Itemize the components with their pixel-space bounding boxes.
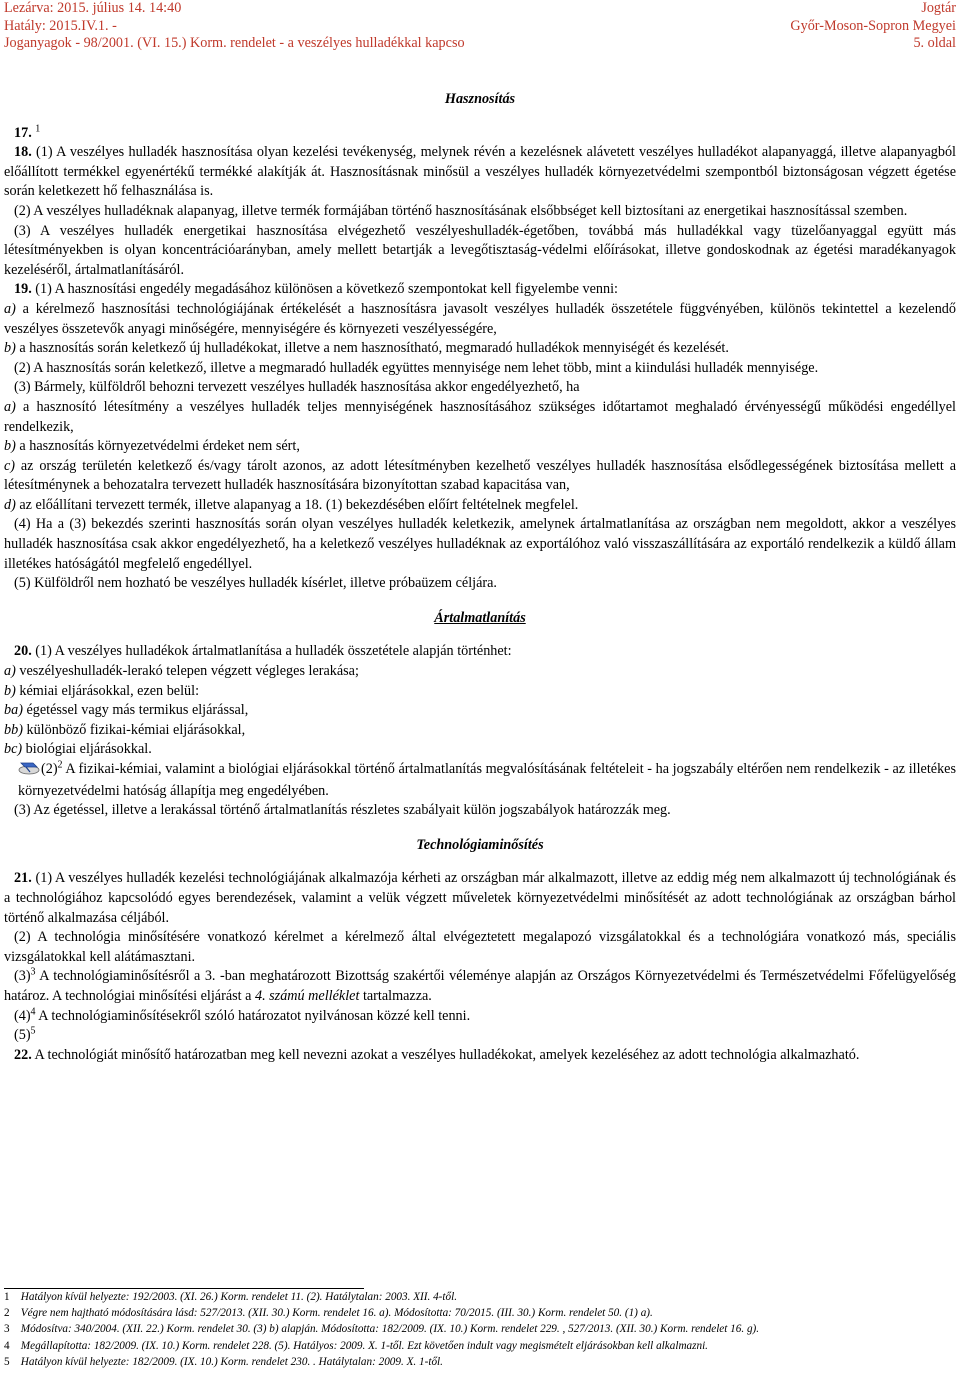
footnote-4 [4, 1338, 956, 1354]
point-text: az ország területén keletkező és/vagy tárolt azonos, az adott létesítményben kezelhető veszélyes hulladék hasznosítása elsődlegességének biztosítása mellett a létesítménynek a behozatalra tervezett hulladék hasznosítására bizonyítottan szabad kapacitása van, [4, 457, 956, 494]
footnote-number: 5 [4, 1355, 10, 1368]
point-text: a hasznosítás környezetvédelmi érdeket nem sért, [15, 438, 300, 455]
section-title-hasznositas: Hasznosítás [444, 91, 516, 107]
point-text: kémiai eljárásokkal, ezen belül: [15, 682, 200, 699]
section-number: 22. [14, 1046, 32, 1063]
law-title: Joganyagok - 98/2001. (VI. 15.) Korm. rendelet - a veszélyes hulladékkal kapcso [4, 35, 465, 51]
effective-date: Hatály: 2015.IV.1. - [4, 17, 117, 34]
point-letter: a) [4, 663, 16, 680]
point-letter: b) [4, 340, 16, 357]
point-19-b [4, 339, 956, 359]
paragraph-19-3: (3) Bármely, külföldről behozni tervezett veszélyes hulladék hasznosítása akkor engedélyezhető, ha [14, 379, 580, 396]
paragraph-text: (1) A hasznosítási engedély megadásához különösen a következő szempontokat kell figyelembe venni: [31, 281, 618, 298]
point-20-bb [4, 721, 956, 741]
paragraph-text: (1) A veszélyes hulladék hasznosítása olyan kezelési tevékenység, melynek révén a kezelésnek alávetett veszélyes hulladékot alapanyaggá, illetve alapanyagból előállított termékkel egyenértékű termékké alakítják át. Hasznosításnak minősül a veszélyes hulladék környezetvédelmi szempontból biztonságosan végzett égetése során keletkezett hő felhasználása is. [4, 144, 956, 200]
section-title-technologia: Technológiaminősítés [416, 836, 544, 853]
footnote-number: 3 [4, 1323, 10, 1336]
paragraph-19-5: (5) Külföldről nem hozható be veszélyes hulladék kísérlet, illetve próbaüzem céljára. [14, 575, 497, 592]
paragraph-text: A technológiaminősítésről a 3. -ban meghatározott Bizottság szakértői véleménye alapján az Országos Környezetvédelmi és Természetvédelmi Főfelügyelőség határoz. A technológiai minősítési eljárást a [4, 968, 956, 1004]
closed-date: Lezárva: 2015. július 14. 14:40 [4, 0, 182, 16]
paragraph-19-4: (4) Ha a (3) bekezdés szerinti hasznosítás során olyan veszélyes hulladék keletkezik, amelynek ártalmatlanítása az országban nem megoldott, akkor a veszélyes hulladék hasznosítása csak akkor engedélyezhető, ha a keletkező veszélyes hulladéknak az exportálóhoz való visszaszállítására az exportáló rendelkezik a küldő állam illetékes hatóságától megfelelő engedéllyel. [4, 516, 956, 572]
page-header [0, 0, 960, 52]
paragraph-19-2: (2) A hasznosítás során keletkező, illetve a megmaradó hulladék együttes mennyisége nem lehet több, mint a kiindulási hulladék mennyisége. [14, 359, 819, 376]
point-19-a [4, 300, 956, 339]
paragraph-text: A technológiaminősítésekről szóló határozatot nyilvánosan közzé kell tenni. [35, 1007, 471, 1024]
footnote-2 [4, 1305, 956, 1321]
section-title-artalmatlanitas [4, 609, 956, 629]
footnote-ref[interactable]: 3 [30, 966, 36, 978]
paragraph-label: (4) [14, 1007, 31, 1024]
point-text: égetéssel vagy más termikus eljárással, [22, 702, 249, 719]
point-text: a hasznosító létesítmény a veszélyes hulladék teljes mennyiségének hasznosításához szükséges időtartamot meghaladó érvényességű működési engedéllyel rendelkezik, [4, 398, 956, 435]
paragraph-text: (1) A veszélyes hulladékok ártalmatlanítása a hulladék összetétele alapján történhet: [31, 643, 512, 660]
paragraph-20-3: (3) Az égetéssel, illetve a lerakással történő ártalmatlanítás részletes szabályait külön jogszabályok határozzák meg. [14, 802, 671, 819]
point-19-3-a [4, 398, 956, 437]
point-text: a hasznosítás során keletkező új hulladékokat, illetve a nem hasznosítható, megmaradó hulladékok mennyiségét és kezelését. [15, 340, 729, 357]
paragraph-17 [4, 124, 956, 144]
county-name: Győr-Moson-Sopron Megyei [790, 17, 956, 34]
point-letter: a) [4, 398, 16, 415]
paragraph-21-1 [4, 869, 956, 928]
paragraph-label: (2) [41, 761, 58, 777]
point-letter: b) [4, 438, 16, 455]
footnotes [4, 1288, 956, 1370]
paragraph-22 [4, 1046, 956, 1066]
section-number: 18. [14, 144, 32, 161]
paragraph-21-5 [4, 1026, 956, 1046]
point-19-3-b [4, 437, 956, 457]
footnote-text: Módosítva: 340/2004. (XII. 22.) Korm. rendelet 30. (3) b) alapján. Módosította: 182/2009. (IX. 10.) Korm. rendelet 229. , 527/2013. (XII. 30.) Korm. rendelet 16. g). [20, 1323, 760, 1336]
point-letter: bb) [4, 721, 23, 738]
paragraph-20-2 [4, 760, 956, 801]
paragraph-20-1 [4, 642, 956, 662]
header-right [790, 0, 956, 53]
point-20-a [4, 662, 956, 682]
paragraph-19-1 [4, 280, 956, 300]
annex-reference: 4. számú melléklet [254, 987, 360, 1004]
footnote-text: Végre nem hajtható módosítására lásd: 527/2013. (XII. 30.) Korm. rendelet 16. a). Módosította: 70/2015. (III. 30.) Korm. rendelet 50. (1) a). [20, 1307, 653, 1320]
section-number: 21. [14, 870, 32, 887]
paragraph-18-2: (2) A veszélyes hulladéknak alapanyag, illetve termék formájában történő hasznosításának elsőbbséget kell biztosítani az energetikai hasznosítással szemben. [14, 202, 908, 219]
point-text: különböző fizikai-kémiai eljárásokkal, [22, 721, 246, 738]
point-letter: d) [4, 496, 16, 513]
footnote-number: 4 [4, 1339, 10, 1352]
point-letter: b) [4, 682, 16, 699]
point-text: veszélyeshulladék-lerakó telepen végzett végleges lerakása; [15, 663, 359, 680]
paragraph-label: (3) [14, 968, 31, 985]
point-letter: bc) [4, 741, 23, 758]
footnote-text: Hatályon kívül helyezte: 192/2003. (XI. 26.) Korm. rendelet 11. (2). Hatálytalan: 2003. XII. 4-től. [20, 1291, 458, 1303]
footnote-3 [4, 1321, 956, 1337]
footnote-number: 2 [4, 1307, 10, 1320]
header-left [4, 0, 465, 53]
footnote-number: 1 [4, 1291, 10, 1303]
brand-name: Jogtár [921, 0, 956, 16]
footnote-1 [4, 1289, 956, 1305]
point-letter: a) [4, 300, 16, 317]
footnote-ref[interactable]: 5 [30, 1025, 36, 1037]
section-number: 20. [14, 643, 32, 660]
point-letter: c) [4, 457, 16, 474]
section-number: 17. [14, 124, 32, 141]
footnote-ref[interactable]: 1 [35, 122, 41, 134]
paragraph-21-3 [4, 967, 956, 1006]
point-text: a kérelmező hasznosítási technológiájának értékelését a hasznosításra javasolt veszélyes hulladék összetétele függvényében, különös tekintettel a kezelendő veszélyes összetevők anyagi minőségére, mennyiségére és környezeti veszélyességére, [4, 300, 956, 337]
paragraph-text: A technológiát minősítő határozatban meg kell nevezni azokat a veszélyes hulladékokat, amelyek kezeléséhez az adott technológia alkalmazható. [31, 1046, 860, 1063]
paragraph-text: (1) A veszélyes hulladék kezelési technológiájának alkalmazója kérheti az országban már alkalmazott, illetve az eddig még nem alkalmazott új technológiának és a technológiához kapcsolódó egyes berendezések, valamint a velük végzett műveletek környezetvédelmi minősítését az adott technológiának az országban bárhol történő alkalmazása céljából. [4, 870, 956, 926]
footnote-text: Hatályon kívül helyezte: 182/2009. (IX. 10.) Korm. rendelet 230. . Hatálytalan: 2009. X. 1-től. [20, 1355, 443, 1368]
point-text: az előállítani tervezett termék, illetve alapanyag a 18. (1) bekezdésében előírt feltételnek megfelel. [15, 496, 579, 513]
paragraph-text-end: tartalmazza. [359, 987, 432, 1004]
paragraph-18-1 [4, 143, 956, 202]
paragraph-18-3: (3) A veszélyes hulladék energetikai hasznosítása elvégezhető veszélyeshulladék-égetőben, továbbá más hulladékkal vagy tüzelőanyaggal együtt más létesítményekben is olyan koncentrációarányban, amely mellett betartják a levegőtisztaság-védelmi előírásokat, illetve gondoskodnak az égetési maradékanyagok kezeléséről, ártalmatlanításáról. [4, 222, 956, 278]
footnote-ref[interactable]: 4 [30, 1005, 36, 1017]
point-text: biológiai eljárásokkal. [22, 741, 152, 758]
section-number: 19. [14, 281, 32, 298]
paragraph-text: A fizikai-kémiai, valamint a biológiai eljárásokkal történő ártalmatlanítás megvalósításának feltételeit - ha jogszabály eltérően nem rendelkezik - az illetékes környezetvédelmi hatóság állapítja meg engedélyében. [18, 761, 956, 799]
section-title-text: Ártalmatlanítás [434, 609, 526, 626]
paragraph-21-4 [4, 1007, 956, 1027]
footnote-ref[interactable]: 2 [57, 759, 63, 771]
page-number: 5. oldal [913, 35, 956, 51]
amending-note-icon[interactable] [18, 761, 40, 782]
point-20-ba [4, 701, 956, 721]
footnote-5 [4, 1354, 956, 1370]
paragraph-21-2: (2) A technológia minősítésére vonatkozó kérelmet a kérelmező által elvégeztetett megalapozó vizsgálatokkal és a technológiára vonatkozó más, speciális vizsgálatokkal kell alátámasztani. [4, 929, 956, 965]
point-letter: ba) [4, 702, 23, 719]
point-19-3-c [4, 457, 956, 496]
point-20-b [4, 682, 956, 702]
footnote-text: Megállapította: 182/2009. (IX. 10.) Korm. rendelet 228. (5). Hatályos: 2009. X. 1-től. Ezt követően indult vagy megismételt eljárásokban kell alkalmazni. [20, 1339, 708, 1352]
document-body [4, 90, 956, 1065]
point-20-bc [4, 740, 956, 760]
point-19-3-d [4, 496, 956, 516]
paragraph-label: (5) [14, 1027, 31, 1044]
